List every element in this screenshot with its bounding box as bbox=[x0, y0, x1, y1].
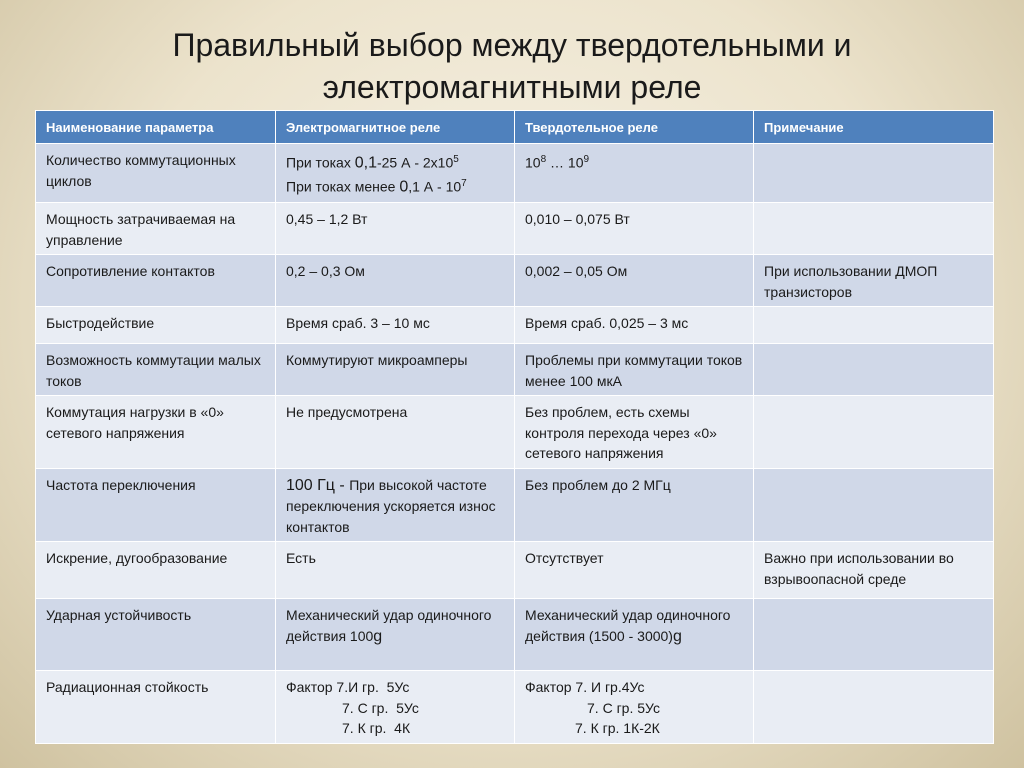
text: 0 bbox=[399, 178, 409, 196]
cell-solid-state: Проблемы при коммутации токов менее 100 мкА bbox=[515, 344, 754, 396]
cell-solid-state: Время сраб. 0,025 – 3 мс bbox=[515, 307, 754, 344]
cell-parameter: Быстродействие bbox=[36, 307, 276, 344]
text: При токах bbox=[286, 154, 355, 171]
table-row bbox=[36, 203, 994, 255]
cell-note: При использовании ДМОП транзисторов bbox=[754, 255, 994, 307]
text: Механический удар одиночного действия (1500 - 3000) bbox=[525, 607, 731, 644]
text: 7. С гр. 5Ус bbox=[342, 699, 419, 716]
cell-parameter: Частота переключения bbox=[36, 468, 276, 542]
cell-note bbox=[754, 203, 994, 255]
cell-parameter: Ударная устойчивость bbox=[36, 599, 276, 671]
table-row bbox=[36, 307, 994, 344]
text: 7. К гр. 1К-2К bbox=[575, 720, 660, 737]
text: Механический удар одиночного действия 100 bbox=[286, 607, 492, 644]
cell-parameter: Искрение, дугообразование bbox=[36, 542, 276, 599]
cell-solid-state bbox=[515, 599, 754, 671]
table-row bbox=[36, 396, 994, 469]
cell-electromagnetic: 0,45 – 1,2 Вт bbox=[276, 203, 515, 255]
superscript: 7 bbox=[461, 178, 467, 190]
header-electromagnetic: Электромагнитное реле bbox=[276, 111, 515, 144]
table-row bbox=[36, 671, 994, 744]
cell-electromagnetic bbox=[276, 144, 515, 203]
cell-note bbox=[754, 344, 994, 396]
cell-electromagnetic: Есть bbox=[276, 542, 515, 599]
cell-electromagnetic bbox=[276, 671, 515, 744]
header-parameter: Наименование параметра bbox=[36, 111, 276, 144]
text: … 10 bbox=[546, 154, 584, 171]
superscript: 9 bbox=[583, 154, 590, 165]
cell-parameter: Коммутация нагрузки в «0» сетевого напряжения bbox=[36, 396, 276, 469]
cell-note bbox=[754, 307, 994, 344]
cell-solid-state: 0,010 – 0,075 Вт bbox=[515, 203, 754, 255]
table-row bbox=[36, 542, 994, 599]
text: Фактор 7. И гр.4Ус bbox=[525, 679, 645, 696]
cell-note bbox=[754, 671, 994, 744]
superscript: 5 bbox=[453, 154, 459, 165]
cell-parameter: Возможность коммутации малых токов bbox=[36, 344, 276, 396]
cell-solid-state bbox=[515, 144, 754, 203]
table-row bbox=[36, 344, 994, 396]
comparison-table bbox=[35, 110, 994, 744]
cell-electromagnetic bbox=[276, 468, 515, 542]
text: 0,1 bbox=[354, 154, 377, 172]
cell-parameter: Мощность затрачиваемая на управление bbox=[36, 203, 276, 255]
cell-electromagnetic: Время сраб. 3 – 10 мс bbox=[276, 307, 515, 344]
cell-solid-state: Без проблем, есть схемы контроля перехода через «0» сетевого напряжения bbox=[515, 396, 754, 469]
text: Фактор 7.И гр. 5Ус bbox=[286, 679, 410, 696]
cell-note: Важно при использовании во взрывоопасной среде bbox=[754, 542, 994, 599]
cell-note bbox=[754, 599, 994, 671]
table-row bbox=[36, 144, 994, 203]
text: 100 Гц - bbox=[286, 476, 350, 494]
cell-parameter: Количество коммутационных циклов bbox=[36, 144, 276, 203]
header-solid-state: Твердотельное реле bbox=[515, 111, 754, 144]
text: ,1 А - 10 bbox=[408, 178, 462, 195]
text: 7. С гр. 5Ус bbox=[587, 699, 660, 716]
cell-electromagnetic: Не предусмотрена bbox=[276, 396, 515, 469]
cell-electromagnetic: Коммутируют микроамперы bbox=[276, 344, 515, 396]
title-line-2: электромагнитными реле bbox=[322, 69, 702, 105]
table-header-row bbox=[36, 111, 994, 144]
cell-electromagnetic: 0,2 – 0,3 Ом bbox=[276, 255, 515, 307]
table-row bbox=[36, 468, 994, 542]
header-note: Примечание bbox=[754, 111, 994, 144]
table-row bbox=[36, 255, 994, 307]
cell-note bbox=[754, 144, 994, 203]
text: 10 bbox=[525, 154, 541, 171]
cell-note bbox=[754, 396, 994, 469]
cell-parameter: Радиационная стойкость bbox=[36, 671, 276, 744]
text: 7. К гр. 4К bbox=[342, 720, 411, 737]
text: При высокой частоте переключения ускоряется износ контактов bbox=[286, 476, 496, 535]
text: При токах менее bbox=[286, 178, 400, 195]
cell-note bbox=[754, 468, 994, 542]
text: g bbox=[373, 627, 383, 645]
text: g bbox=[672, 627, 682, 645]
slide-title bbox=[0, 24, 1024, 108]
text: -25 А - 2х10 bbox=[376, 154, 454, 171]
cell-solid-state bbox=[515, 671, 754, 744]
table-row bbox=[36, 599, 994, 671]
cell-electromagnetic bbox=[276, 599, 515, 671]
title-line-1: Правильный выбор между твердотельными и bbox=[172, 27, 852, 63]
cell-parameter: Сопротивление контактов bbox=[36, 255, 276, 307]
superscript: 8 bbox=[540, 154, 547, 165]
cell-solid-state: Без проблем до 2 МГц bbox=[515, 468, 754, 542]
cell-solid-state: Отсутствует bbox=[515, 542, 754, 599]
cell-solid-state: 0,002 – 0,05 Ом bbox=[515, 255, 754, 307]
